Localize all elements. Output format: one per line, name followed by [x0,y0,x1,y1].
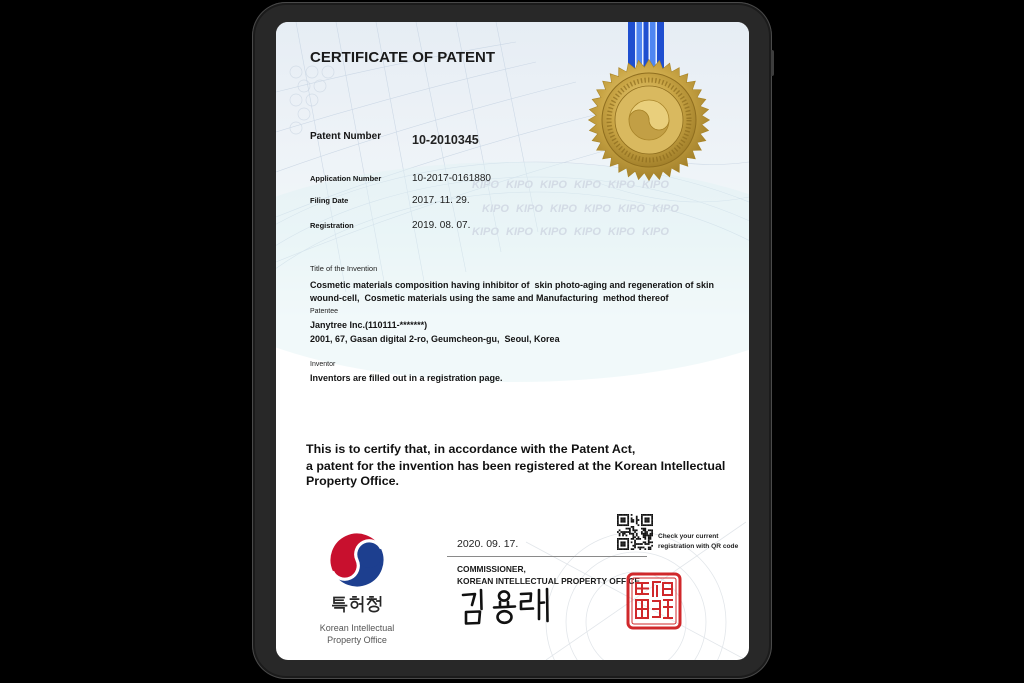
qr-module [627,541,629,543]
qr-module [620,517,622,519]
certification-line: a patent for the invention has been registered at the Korean Intellectual [306,459,726,473]
qr-module [638,519,640,521]
qr-module [646,517,648,519]
qr-module [646,514,648,516]
qr-module [620,548,622,550]
qr-module [639,547,641,549]
qr-module [624,541,626,543]
qr-module [648,514,650,516]
qr-module [619,533,621,535]
qr-module [627,524,629,526]
qr-module [650,533,652,535]
qr-code [617,514,653,550]
qr-module [632,526,634,528]
qr-module [622,535,624,537]
qr-module [651,517,653,519]
qr-module [624,521,626,523]
qr-module [620,514,622,516]
qr-module [651,531,653,533]
qr-module [622,538,624,540]
qr-module [636,535,638,537]
commissioner-office: KOREAN INTELLECTUAL PROPERTY OFFICE [457,576,641,586]
qr-module [639,543,641,545]
qr-module [644,543,646,545]
qr-module [622,517,624,519]
application-number-label: Application Number [310,174,382,183]
qr-module [641,516,643,518]
qr-module [634,529,636,531]
qr-module [643,536,645,538]
qr-module [632,533,634,535]
qr-module [631,541,633,543]
qr-module [624,531,626,533]
qr-module [617,516,619,518]
qr-module [624,543,626,545]
qr-module [641,531,643,533]
watermark-text: KIPO [642,226,669,238]
qr-module [646,543,648,545]
qr-module [648,540,650,542]
qr-module [631,521,633,523]
qr-module [651,533,653,535]
qr-module [627,540,629,542]
qr-module [644,514,646,516]
qr-module [644,528,646,530]
qr-module [632,536,634,538]
qr-module [650,548,652,550]
handwritten-signature [458,586,560,628]
qr-module [627,548,629,550]
gold-seal [587,58,711,182]
registration-date-value: 2019. 08. 07. [412,220,471,231]
qr-module [650,536,652,538]
official-stamp [626,572,682,630]
qr-module [626,528,628,530]
watermark-text: KIPO [608,226,635,238]
tablet-side-button [771,50,774,76]
qr-module [620,519,622,521]
qr-module [622,521,624,523]
qr-module [644,538,646,540]
qr-module [648,536,650,538]
commissioner-title: COMMISSIONER, [457,564,526,574]
qr-module [644,531,646,533]
qr-module [629,531,631,533]
qr-module [632,535,634,537]
qr-module [651,545,653,547]
qr-module [644,521,646,523]
qr-module [636,543,638,545]
qr-module [631,526,633,528]
qr-module [644,517,646,519]
qr-module [639,548,641,550]
kipo-logo-emblem [327,530,387,590]
qr-module [627,545,629,547]
qr-module [631,519,633,521]
qr-module [650,529,652,531]
qr-module [641,517,643,519]
qr-module [619,535,621,537]
qr-module [648,521,650,523]
qr-module [622,543,624,545]
qr-module [648,547,650,549]
qr-module [627,538,629,540]
patentee-name: Janytree Inc.(110111-*******) [310,319,428,330]
qr-module [636,538,638,540]
qr-module [632,538,634,540]
qr-module [638,524,640,526]
qr-module [629,529,631,531]
signature-rule [447,556,647,557]
qr-module [641,519,643,521]
qr-module [634,536,636,538]
qr-module [629,533,631,535]
qr-module [651,523,653,525]
watermark-text: KIPO [584,203,611,215]
qr-module [641,528,643,530]
qr-module [622,541,624,543]
qr-module [646,535,648,537]
qr-module [636,529,638,531]
qr-module [648,519,650,521]
watermark-text: KIPO [550,203,577,215]
qr-caption-line: registration with QR code [658,542,739,550]
qr-module [624,545,626,547]
qr-module [644,529,646,531]
qr-module [627,528,629,530]
qr-module [641,521,643,523]
qr-module [641,543,643,545]
qr-module [634,547,636,549]
invention-title-line: wound-cell, Cosmetic materials using the same and Manufacturing method thereof [310,292,669,303]
qr-module [617,521,619,523]
inventor-value: Inventors are filled out in a registration page. [310,372,503,383]
qr-module [627,531,629,533]
qr-module [650,538,652,540]
qr-module [632,545,634,547]
certificate-title: CERTIFICATE OF PATENT [310,48,495,66]
watermark-text: KIPO [540,179,567,191]
qr-module [619,538,621,540]
qr-module [638,536,640,538]
qr-module [627,517,629,519]
qr-module [643,514,645,516]
qr-module [644,524,646,526]
qr-module [651,519,653,521]
qr-module [622,514,624,516]
qr-module [651,524,653,526]
qr-module [631,538,633,540]
qr-module [641,533,643,535]
qr-module [634,545,636,547]
qr-module [638,547,640,549]
qr-module [624,538,626,540]
qr-module [632,529,634,531]
qr-module [648,517,650,519]
watermark-text: KIPO [506,226,533,238]
qr-module [636,521,638,523]
watermark-text: KIPO [472,226,499,238]
qr-module [648,548,650,550]
filing-date-value: 2017. 11. 29. [412,195,470,206]
qr-module [626,538,628,540]
qr-module [620,531,622,533]
qr-module [650,535,652,537]
invention-title-line: Cosmetic materials composition having inhibitor of skin photo-aging and regeneration of skin [310,279,715,290]
qr-module [617,531,619,533]
qr-module [632,528,634,530]
kipo-name-en-line: Korean Intellectual [319,622,395,633]
qr-module [648,529,650,531]
watermark-text: KIPO [472,179,499,191]
patentee-address: 2001, 67, Gasan digital 2-ro, Geumcheon-gu, Seoul, Korea [310,333,560,344]
qr-module [644,536,646,538]
qr-caption-line: Check your current [658,532,719,540]
qr-module [644,519,646,521]
qr-module [619,524,621,526]
qr-module [643,524,645,526]
qr-module [619,529,621,531]
qr-module [644,535,646,537]
qr-module [641,547,643,549]
watermark-text: KIPO [652,203,679,215]
qr-module [624,533,626,535]
qr-module [646,533,648,535]
watermark-text: KIPO [642,179,669,191]
qr-module [650,514,652,516]
qr-module [627,521,629,523]
qr-module [644,548,646,550]
qr-module [636,517,638,519]
watermark-text: KIPO [482,203,509,215]
qr-module [619,514,621,516]
filing-date-label: Filing Date [310,196,349,205]
qr-module [617,548,619,550]
qr-module [627,514,629,516]
qr-module [626,531,628,533]
watermark-text: KIPO [574,226,601,238]
issue-date: 2020. 09. 17. [457,538,519,550]
qr-module [636,533,638,535]
qr-module [634,531,636,533]
qr-module [634,541,636,543]
qr-module [644,541,646,543]
qr-module [648,541,650,543]
qr-module [650,547,652,549]
qr-module [622,548,624,550]
qr-module [648,543,650,545]
qr-module [631,517,633,519]
qr-module [620,545,622,547]
qr-module [632,519,634,521]
qr-module [617,545,619,547]
qr-module [636,519,638,521]
inventor-label: Inventor [310,360,336,368]
qr-module [627,519,629,521]
qr-module [641,524,643,526]
patent-number-label: Patent Number [310,131,382,142]
qr-module [627,516,629,518]
qr-module [648,524,650,526]
qr-module [627,543,629,545]
kipo-name-en-line: Property Office [327,634,387,645]
application-number-value: 10-2017-0161880 [412,173,491,184]
qr-module [651,514,653,516]
patentee-label: Patentee [310,307,339,315]
qr-module [617,547,619,549]
qr-module [639,538,641,540]
qr-module [648,535,650,537]
qr-module [626,535,628,537]
qr-module [646,519,648,521]
watermark-text: KIPO [618,203,645,215]
qr-module [626,548,628,550]
qr-module [617,541,619,543]
kipo-logo-wordmark-ko [332,596,384,613]
qr-module [631,548,633,550]
qr-module [634,540,636,542]
certification-line: Property Office. [306,474,399,488]
qr-module [632,548,634,550]
qr-module [624,548,626,550]
qr-module [631,514,633,516]
qr-module [650,541,652,543]
qr-module [627,523,629,525]
qr-module [644,533,646,535]
registration-label: Registration [310,221,354,230]
qr-module [651,529,653,531]
invention-title-label: Title of the Invention [310,264,378,273]
qr-module [636,516,638,518]
qr-module [641,514,643,516]
qr-module [646,524,648,526]
qr-module [617,517,619,519]
watermark-text: KIPO [608,179,635,191]
qr-module [636,523,638,525]
watermark-text: KIPO [516,203,543,215]
qr-module [632,521,634,523]
qr-module [622,545,624,547]
qr-module [648,538,650,540]
qr-module [634,543,636,545]
qr-module [617,514,619,516]
qr-module [620,524,622,526]
qr-module [617,543,619,545]
watermark-text: KIPO [574,179,601,191]
qr-module [617,524,619,526]
qr-module [629,528,631,530]
qr-module [617,538,619,540]
qr-module [643,535,645,537]
qr-module [646,521,648,523]
qr-module [651,541,653,543]
watermark-text: KIPO [506,179,533,191]
qr-module [622,533,624,535]
qr-module [624,524,626,526]
qr-module [646,531,648,533]
watermark-text: KIPO [540,226,567,238]
qr-module [617,523,619,525]
qr-module [617,540,619,542]
qr-module [651,516,653,518]
qr-module [638,543,640,545]
qr-module [643,547,645,549]
qr-module [622,519,624,521]
qr-module [624,517,626,519]
qr-module [643,529,645,531]
qr-module [624,514,626,516]
qr-module [626,514,628,516]
qr-module [622,531,624,533]
qr-module [643,541,645,543]
qr-module [620,538,622,540]
qr-module [641,523,643,525]
qr-module [651,521,653,523]
qr-module [624,519,626,521]
qr-module [620,521,622,523]
qr-module [638,538,640,540]
qr-module [650,524,652,526]
qr-module [620,541,622,543]
qr-module [631,533,633,535]
qr-module [626,524,628,526]
qr-module [643,528,645,530]
qr-module [622,524,624,526]
qr-module [627,547,629,549]
certificate-screen [276,22,749,660]
patent-number-value: 10-2010345 [412,133,479,147]
qr-module [620,543,622,545]
qr-module [617,519,619,521]
qr-module [643,533,645,535]
qr-module [651,535,653,537]
certification-line: This is to certify that, in accordance with the Patent Act, [306,442,636,456]
qr-module [619,548,621,550]
